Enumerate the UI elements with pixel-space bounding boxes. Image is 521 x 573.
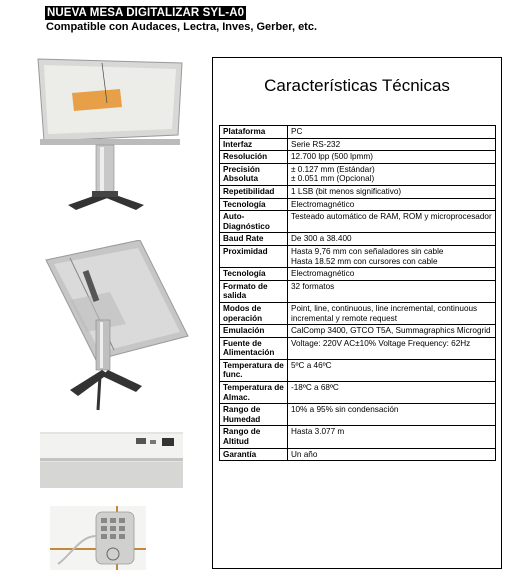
spec-value: Electromagnético (288, 198, 496, 211)
spec-label: Temperatura de Almac. (220, 382, 288, 404)
spec-label: Precisión Absoluta (220, 163, 288, 185)
spec-label: Emulación (220, 325, 288, 338)
product-photo-connectors (40, 432, 183, 488)
spec-value: 32 formatos (288, 280, 496, 302)
product-photo-tilted (40, 240, 190, 415)
spec-label: Garantía (220, 448, 288, 461)
spec-label: Baud Rate (220, 233, 288, 246)
spec-label: Repetibilidad (220, 185, 288, 198)
spec-row (220, 280, 496, 302)
spec-label: Interfaz (220, 138, 288, 151)
spec-value: 12.700 lpp (500 lpmm) (288, 151, 496, 164)
spec-value: ± 0.127 mm (Estándar) ± 0.051 mm (Opcional) (288, 163, 496, 185)
spec-value: De 300 a 38.400 (288, 233, 496, 246)
spec-label: Temperatura de func. (220, 359, 288, 381)
spec-label: Rango de Humedad (220, 404, 288, 426)
spec-value: Electromagnético (288, 268, 496, 281)
spec-value: Hasta 3.077 m (288, 426, 496, 448)
spec-value: -18ºC a 68ºC (288, 382, 496, 404)
spec-row (220, 426, 496, 448)
spec-value: CalComp 3400, GTCO T5A, Summagraphics Microgrid (288, 325, 496, 338)
spec-label: Tecnología (220, 268, 288, 281)
spec-label: Formato de salida (220, 280, 288, 302)
product-photo-flat (32, 55, 187, 215)
spec-row (220, 138, 496, 151)
spec-label: Modos de operación (220, 302, 288, 324)
spec-value: Serie RS-232 (288, 138, 496, 151)
spec-value: Voltage: 220V AC±10% Voltage Frequency: 62Hz (288, 337, 496, 359)
spec-row (220, 404, 496, 426)
spec-value: Testeado automático de RAM, ROM y microprocesador (288, 211, 496, 233)
spec-value: 10% a 95% sin condensación (288, 404, 496, 426)
spec-value: PC (288, 126, 496, 139)
product-photo-cursor (50, 506, 146, 570)
specs-title: Características Técnicas (264, 76, 450, 95)
spec-value: Un año (288, 448, 496, 461)
spec-value: 5ºC a 46ºC (288, 359, 496, 381)
spec-row (220, 337, 496, 359)
spec-label: Plataforma (220, 126, 288, 139)
spec-row (220, 325, 496, 338)
specs-panel (212, 57, 502, 569)
spec-label: Tecnología (220, 198, 288, 211)
spec-row (220, 163, 496, 185)
spec-value: Point, line, continuous, line incremental, continuous incremental y remote request (288, 302, 496, 324)
spec-row (220, 151, 496, 164)
spec-label: Auto-Diagnóstico (220, 211, 288, 233)
spec-row (220, 185, 496, 198)
spec-label: Proximidad (220, 245, 288, 267)
spec-label: Rango de Altitud (220, 426, 288, 448)
spec-row (220, 245, 496, 267)
spec-row (220, 268, 496, 281)
spec-row (220, 302, 496, 324)
specs-table (219, 125, 496, 461)
page-subtitle: Compatible con Audaces, Lectra, Inves, Gerber, etc. (46, 21, 318, 33)
spec-row (220, 211, 496, 233)
spec-row (220, 198, 496, 211)
spec-row (220, 448, 496, 461)
spec-row (220, 126, 496, 139)
spec-label: Fuente de Alimentación (220, 337, 288, 359)
spec-value: 1 LSB (bit menos significativo) (288, 185, 496, 198)
spec-row (220, 382, 496, 404)
spec-value: Hasta 9,76 mm con señaladores sin cable Hasta 18.52 mm con cursores con cable (288, 245, 496, 267)
page-title: NUEVA MESA DIGITALIZAR SYL-A0 (47, 7, 245, 19)
spec-row (220, 359, 496, 381)
spec-label: Resolución (220, 151, 288, 164)
spec-row (220, 233, 496, 246)
